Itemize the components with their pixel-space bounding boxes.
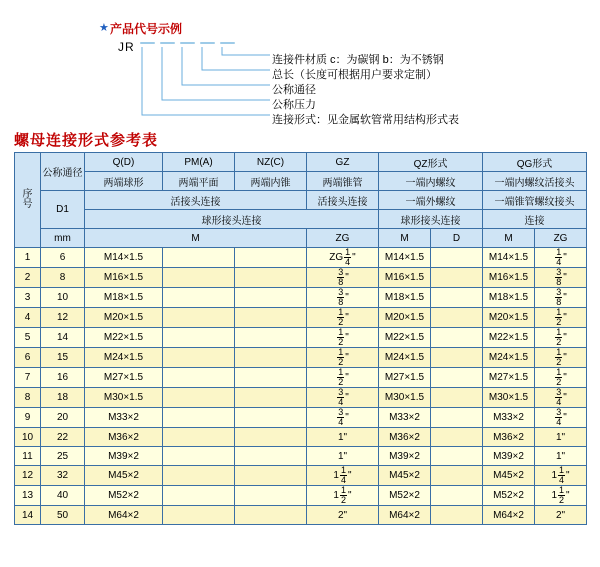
cell-gz-thread: 1 $\frac{1}{4}$ " — [307, 466, 379, 486]
cell-nominal-diameter: 15 — [41, 348, 85, 368]
header-row-join2 — [15, 210, 587, 229]
cell-nominal-diameter: 10 — [41, 288, 85, 308]
nut-connection-table-wrap — [14, 152, 586, 525]
cell-seq: 13 — [15, 486, 41, 506]
cell-qz-m: M14×1.5 — [379, 248, 431, 268]
header-qz-thread-m: M — [379, 229, 431, 248]
cell-gz-thread: $\frac{1}{2}$ " — [307, 308, 379, 328]
cell-qg-m: M18×1.5 — [483, 288, 535, 308]
table-row — [15, 466, 587, 486]
table-row — [15, 348, 587, 368]
cell-gz-thread: 1" — [307, 428, 379, 447]
cell-qz-d — [431, 248, 483, 268]
cell-qg-zg: 1" — [535, 447, 587, 466]
cell-seq: 8 — [15, 388, 41, 408]
cell-nz-thread — [235, 328, 307, 348]
cell-qz-m: M18×1.5 — [379, 288, 431, 308]
table-body — [15, 248, 587, 525]
cell-qg-m: M39×2 — [483, 447, 535, 466]
cell-qz-d — [431, 486, 483, 506]
cell-qg-m: M20×1.5 — [483, 308, 535, 328]
cell-qg-zg: $\frac{1}{2}$ " — [535, 308, 587, 328]
cell-gz-thread: $\frac{1}{2}$ " — [307, 328, 379, 348]
cell-nz-thread — [235, 388, 307, 408]
cell-nominal-diameter: 16 — [41, 368, 85, 388]
cell-qz-d — [431, 268, 483, 288]
cell-qz-d — [431, 388, 483, 408]
cell-qg-zg: $\frac{3}{8}$ " — [535, 288, 587, 308]
cell-qg-m: M45×2 — [483, 466, 535, 486]
cell-qg-zg: $\frac{1}{2}$ " — [535, 348, 587, 368]
header-join-union: 活接头连接 — [85, 191, 307, 210]
header-ball-joint-qz: 球形接头连接 — [379, 210, 483, 229]
cell-seq: 6 — [15, 348, 41, 368]
cell-nz-thread — [235, 506, 307, 525]
table-row — [15, 328, 587, 348]
cell-qg-m: M64×2 — [483, 506, 535, 525]
table-row — [15, 428, 587, 447]
cell-qg-m: M36×2 — [483, 428, 535, 447]
cell-qz-d — [431, 447, 483, 466]
table-row — [15, 486, 587, 506]
cell-q-thread: M18×1.5 — [85, 288, 163, 308]
cell-qg-zg: $\frac{1}{4}$ " — [535, 248, 587, 268]
cell-gz-thread: $\frac{3}{8}$ " — [307, 288, 379, 308]
cell-seq: 10 — [15, 428, 41, 447]
header-group-qg: QG形式 — [483, 153, 587, 172]
cell-qg-zg: 1 $\frac{1}{4}$ " — [535, 466, 587, 486]
cell-gz-thread: $\frac{3}{8}$ " — [307, 268, 379, 288]
cell-nominal-diameter: 14 — [41, 328, 85, 348]
header-row-codes — [15, 153, 587, 172]
cell-qz-d — [431, 506, 483, 525]
cell-qz-m: M20×1.5 — [379, 308, 431, 328]
table-row — [15, 268, 587, 288]
annotation-connection-type: 连接形式：见金属软管常用结构形式表 — [272, 114, 459, 126]
annotation-nominal-diameter: 公称通径 — [272, 84, 316, 96]
cell-nominal-diameter: 8 — [41, 268, 85, 288]
header-unit-mm: mm — [41, 229, 85, 248]
header-join-union-gz: 活接头连接 — [307, 191, 379, 210]
header-type-nz: 两端内锥 — [235, 172, 307, 191]
cell-qg-zg: $\frac{3}{4}$ " — [535, 408, 587, 428]
cell-qz-m: M27×1.5 — [379, 368, 431, 388]
cell-qg-m: M16×1.5 — [483, 268, 535, 288]
section-title: 螺母连接形式参考表 — [14, 132, 159, 149]
cell-seq: 11 — [15, 447, 41, 466]
product-code-diagram — [0, 0, 600, 128]
cell-q-thread: M39×2 — [85, 447, 163, 466]
cell-gz-thread: 1 $\frac{1}{2}$ " — [307, 486, 379, 506]
cell-q-thread: M16×1.5 — [85, 268, 163, 288]
diagram-title: 产品代号示例 — [110, 22, 183, 36]
header-group-nz: NZ(C) — [235, 153, 307, 172]
cell-gz-thread: 2" — [307, 506, 379, 525]
header-row-join — [15, 191, 587, 210]
header-type-q: 两端球形 — [85, 172, 163, 191]
header-row-types — [15, 172, 587, 191]
cell-qz-d — [431, 328, 483, 348]
header-group-qz: QZ形式 — [379, 153, 483, 172]
cell-nominal-diameter: 25 — [41, 447, 85, 466]
table-row — [15, 447, 587, 466]
cell-gz-thread: $\frac{3}{4}$ " — [307, 408, 379, 428]
header-thread-m: M — [85, 229, 307, 248]
cell-q-thread: M14×1.5 — [85, 248, 163, 268]
table-row — [15, 408, 587, 428]
cell-q-thread: M52×2 — [85, 486, 163, 506]
cell-nominal-diameter: 12 — [41, 308, 85, 328]
cell-nominal-diameter: 22 — [41, 428, 85, 447]
cell-gz-thread: $\frac{1}{2}$ " — [307, 348, 379, 368]
cell-qz-m: M22×1.5 — [379, 328, 431, 348]
cell-nominal-diameter: 6 — [41, 248, 85, 268]
table-row — [15, 388, 587, 408]
nut-connection-table — [14, 152, 587, 525]
cell-gz-thread: ZG $\frac{1}{4}$ " — [307, 248, 379, 268]
cell-q-thread: M27×1.5 — [85, 368, 163, 388]
header-seq: 序 号 — [15, 153, 41, 248]
cell-qz-m: M36×2 — [379, 428, 431, 447]
cell-qz-m: M24×1.5 — [379, 348, 431, 368]
cell-qz-m: M52×2 — [379, 486, 431, 506]
cell-pm-thread — [163, 268, 235, 288]
cell-nz-thread — [235, 268, 307, 288]
cell-qg-zg: $\frac{1}{2}$ " — [535, 328, 587, 348]
cell-qg-zg: $\frac{1}{2}$ " — [535, 368, 587, 388]
cell-seq: 7 — [15, 368, 41, 388]
cell-pm-thread — [163, 288, 235, 308]
cell-pm-thread — [163, 506, 235, 525]
cell-q-thread: M22×1.5 — [85, 328, 163, 348]
cell-nz-thread — [235, 348, 307, 368]
cell-qg-m: M33×2 — [483, 408, 535, 428]
cell-pm-thread — [163, 447, 235, 466]
header-d1: D1 — [41, 191, 85, 229]
cell-pm-thread — [163, 466, 235, 486]
cell-seq: 5 — [15, 328, 41, 348]
cell-q-thread: M36×2 — [85, 428, 163, 447]
table-row — [15, 308, 587, 328]
header-nominal-diameter: 公称通径 — [41, 153, 85, 191]
cell-seq: 12 — [15, 466, 41, 486]
cell-gz-thread: $\frac{3}{4}$ " — [307, 388, 379, 408]
cell-seq: 3 — [15, 288, 41, 308]
cell-seq: 2 — [15, 268, 41, 288]
cell-qz-m: M45×2 — [379, 466, 431, 486]
cell-pm-thread — [163, 388, 235, 408]
cell-qg-m: M22×1.5 — [483, 328, 535, 348]
table-row — [15, 506, 587, 525]
cell-q-thread: M64×2 — [85, 506, 163, 525]
cell-qz-d — [431, 428, 483, 447]
cell-pm-thread — [163, 428, 235, 447]
header-qg-thread-m: M — [483, 229, 535, 248]
table-row — [15, 368, 587, 388]
table-header — [15, 153, 587, 248]
header-group-pm: PM(A) — [163, 153, 235, 172]
annotation-nominal-pressure: 公称压力 — [272, 99, 316, 111]
cell-nominal-diameter: 20 — [41, 408, 85, 428]
cell-nz-thread — [235, 368, 307, 388]
cell-q-thread: M30×1.5 — [85, 388, 163, 408]
header-qg-thread-zg: ZG — [535, 229, 587, 248]
header-qz-outer-thread: 一端外螺纹 — [379, 191, 483, 210]
cell-q-thread: M45×2 — [85, 466, 163, 486]
cell-qz-d — [431, 408, 483, 428]
cell-nz-thread — [235, 308, 307, 328]
cell-nominal-diameter: 18 — [41, 388, 85, 408]
cell-qg-zg: 1" — [535, 428, 587, 447]
header-ball-joint: 球形接头连接 — [85, 210, 379, 229]
header-qg-join: 连接 — [483, 210, 587, 229]
cell-qg-zg: 2" — [535, 506, 587, 525]
header-type-gz: 两端锥管 — [307, 172, 379, 191]
cell-qz-d — [431, 308, 483, 328]
cell-pm-thread — [163, 328, 235, 348]
cell-nz-thread — [235, 428, 307, 447]
cell-qz-m: M33×2 — [379, 408, 431, 428]
cell-pm-thread — [163, 348, 235, 368]
cell-nz-thread — [235, 466, 307, 486]
cell-qg-m: M24×1.5 — [483, 348, 535, 368]
cell-seq: 4 — [15, 308, 41, 328]
cell-qg-m: M52×2 — [483, 486, 535, 506]
cell-qz-d — [431, 288, 483, 308]
cell-qz-m: M16×1.5 — [379, 268, 431, 288]
cell-gz-thread: $\frac{1}{2}$ " — [307, 368, 379, 388]
header-group-gz: GZ — [307, 153, 379, 172]
cell-qg-zg: $\frac{3}{8}$ " — [535, 268, 587, 288]
table-row — [15, 248, 587, 268]
cell-pm-thread — [163, 368, 235, 388]
annotation-total-length: 总长（长度可根据用户要求定制） — [272, 69, 437, 81]
header-qz-thread-d: D — [431, 229, 483, 248]
cell-qg-m: M30×1.5 — [483, 388, 535, 408]
cell-qz-d — [431, 368, 483, 388]
cell-q-thread: M20×1.5 — [85, 308, 163, 328]
cell-seq: 14 — [15, 506, 41, 525]
cell-qz-m: M30×1.5 — [379, 388, 431, 408]
cell-qz-d — [431, 348, 483, 368]
cell-seq: 9 — [15, 408, 41, 428]
header-row-threads — [15, 229, 587, 248]
cell-q-thread: M33×2 — [85, 408, 163, 428]
header-group-q: Q(D) — [85, 153, 163, 172]
header-qg-inner-union: 一端内螺纹活接头 — [483, 172, 587, 191]
cell-pm-thread — [163, 486, 235, 506]
cell-qg-m: M27×1.5 — [483, 368, 535, 388]
cell-qz-m: M39×2 — [379, 447, 431, 466]
cell-q-thread: M24×1.5 — [85, 348, 163, 368]
cell-qg-m: M14×1.5 — [483, 248, 535, 268]
cell-nz-thread — [235, 408, 307, 428]
cell-qg-zg: 1 $\frac{1}{2}$ " — [535, 486, 587, 506]
cell-gz-thread: 1" — [307, 447, 379, 466]
cell-seq: 1 — [15, 248, 41, 268]
cell-nz-thread — [235, 486, 307, 506]
cell-nominal-diameter: 32 — [41, 466, 85, 486]
cell-nz-thread — [235, 447, 307, 466]
star-icon: ★ — [99, 22, 109, 34]
cell-qg-zg: $\frac{3}{4}$ " — [535, 388, 587, 408]
header-thread-zg: ZG — [307, 229, 379, 248]
cell-nominal-diameter: 40 — [41, 486, 85, 506]
header-qg-taper-union: 一端锥管螺纹接头 — [483, 191, 587, 210]
cell-qz-d — [431, 466, 483, 486]
annotation-material: 连接件材质 c：为碳钢 b：为不锈钢 — [272, 54, 444, 66]
cell-nominal-diameter: 50 — [41, 506, 85, 525]
table-row — [15, 288, 587, 308]
header-type-pm: 两端平面 — [163, 172, 235, 191]
header-qz-inner-thread: 一端内螺纹 — [379, 172, 483, 191]
cell-pm-thread — [163, 248, 235, 268]
cell-pm-thread — [163, 408, 235, 428]
cell-nz-thread — [235, 288, 307, 308]
product-code-prefix: JR — [118, 40, 135, 54]
cell-qz-m: M64×2 — [379, 506, 431, 525]
cell-nz-thread — [235, 248, 307, 268]
cell-pm-thread — [163, 308, 235, 328]
